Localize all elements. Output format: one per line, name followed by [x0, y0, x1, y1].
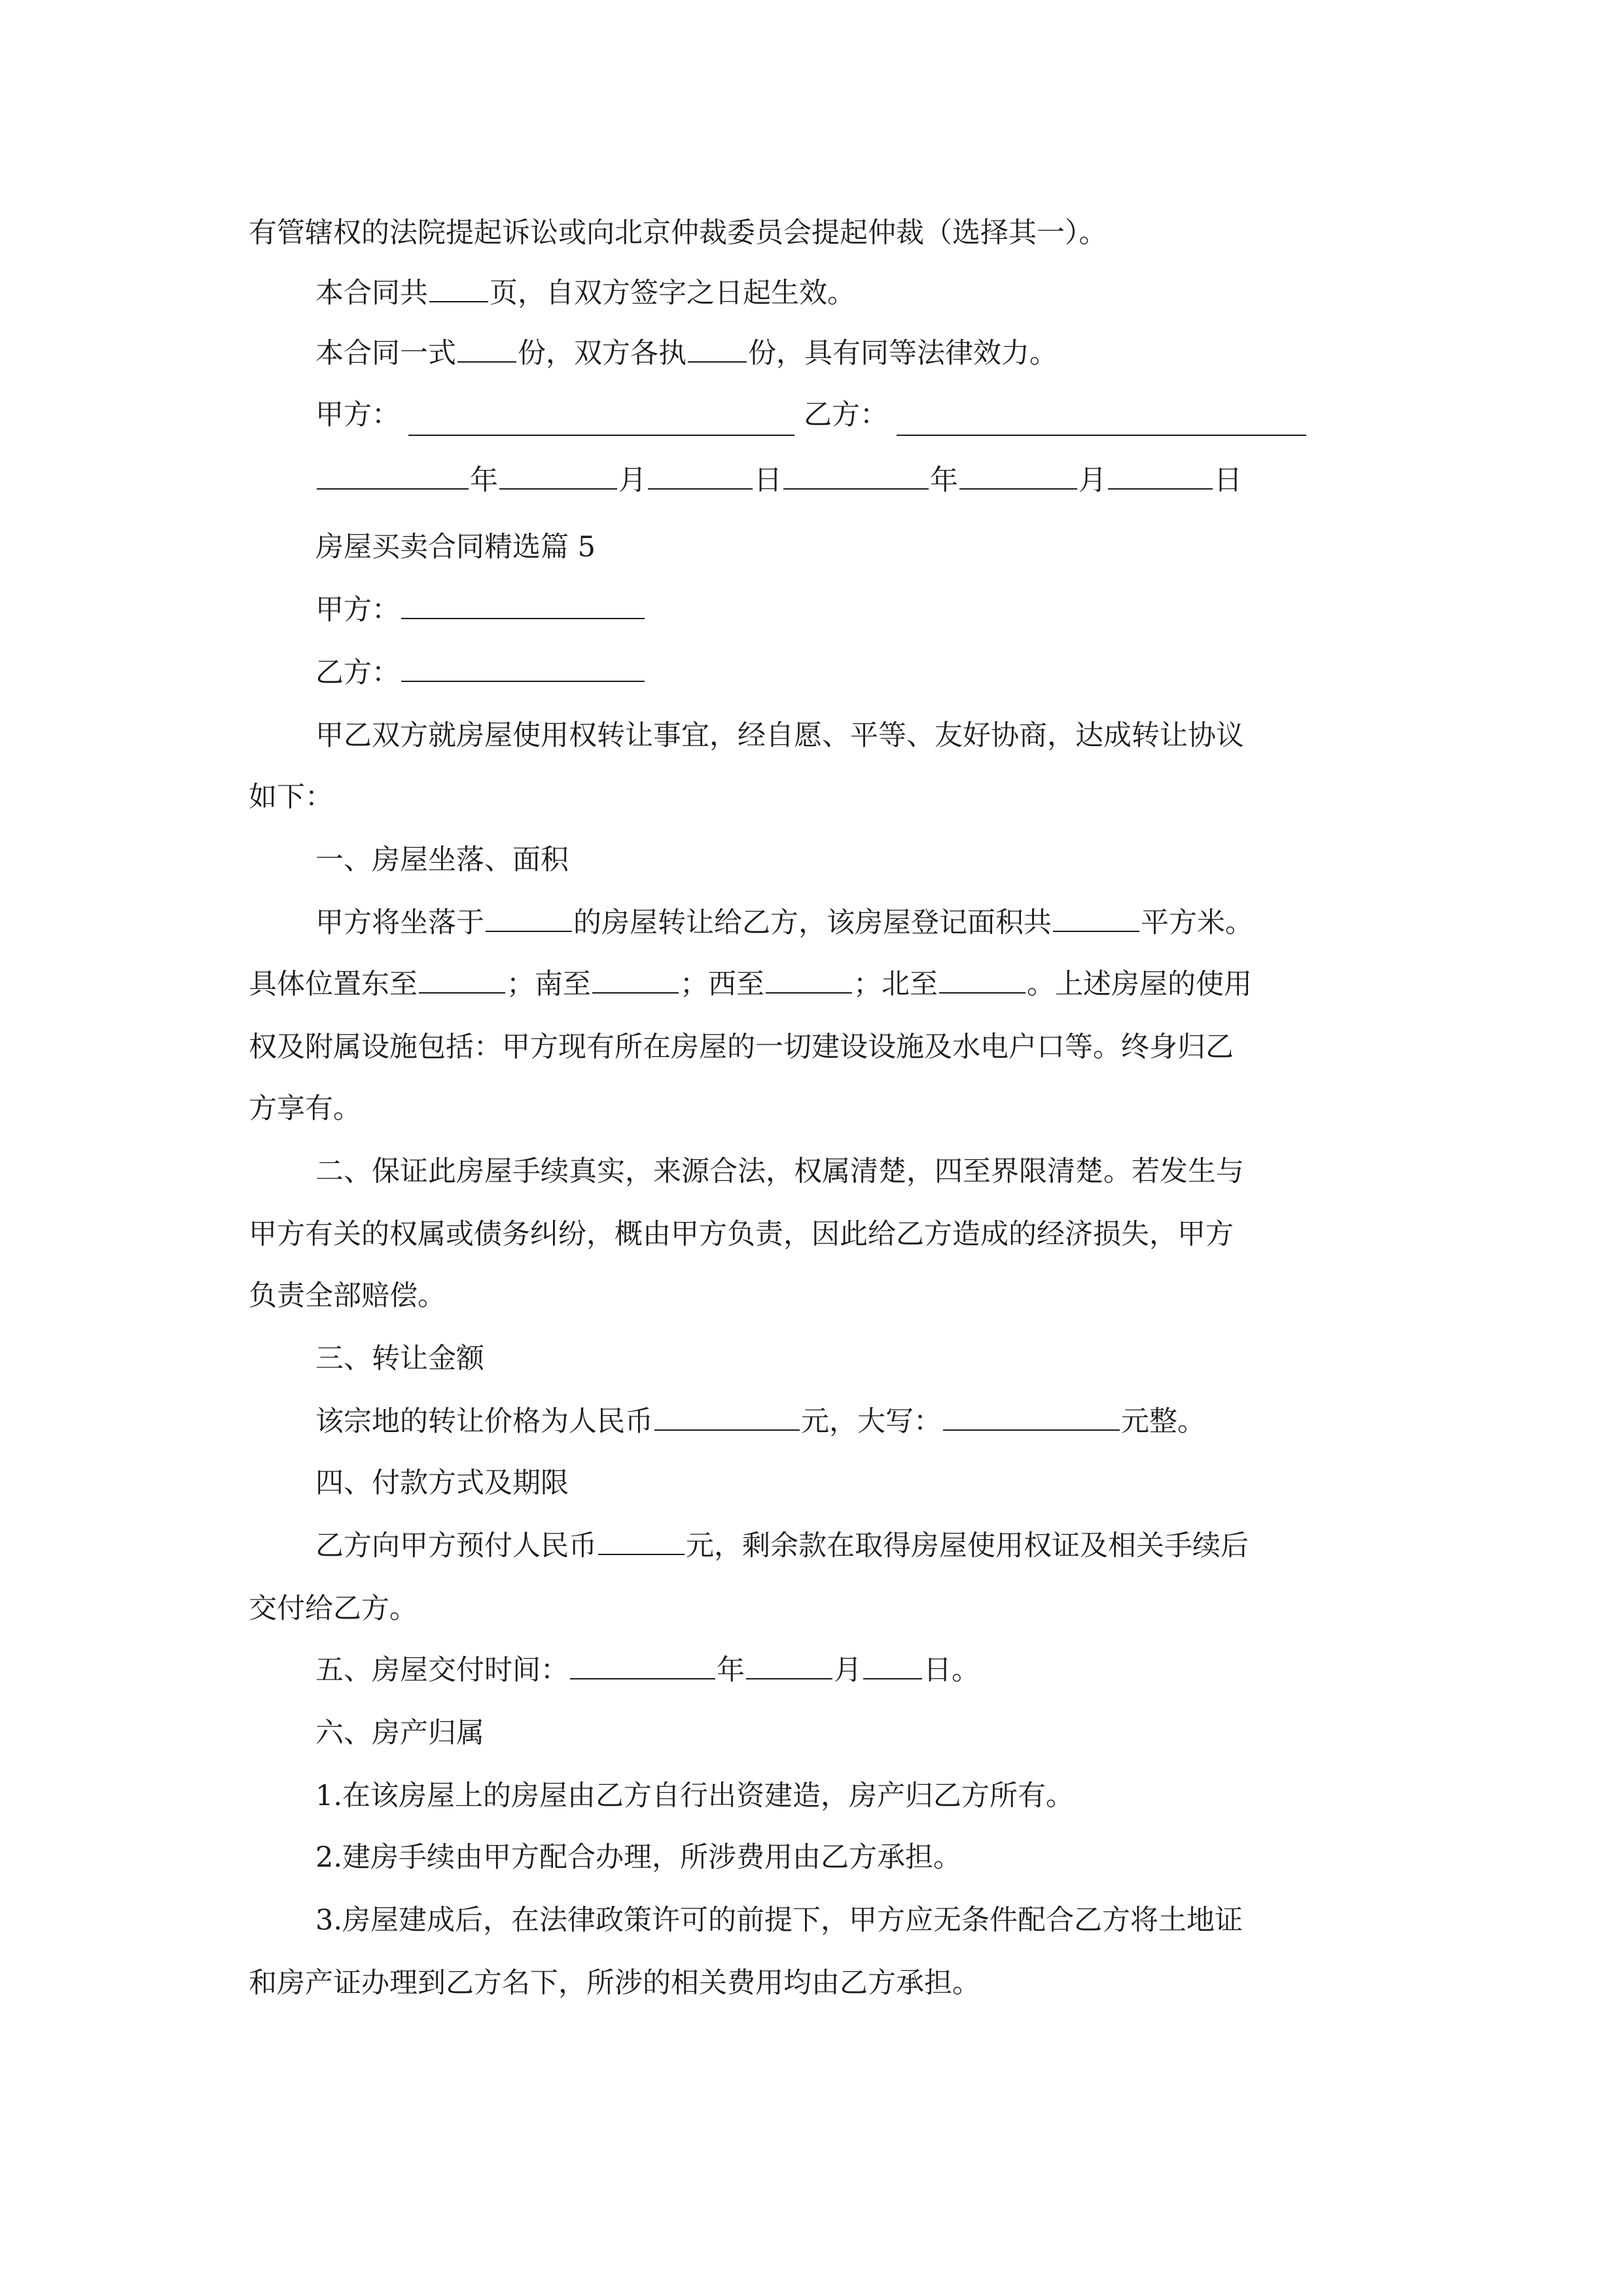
paragraph-line: 负责全部赔偿。	[249, 1280, 446, 1312]
paragraph-line: 本合同共 页，自双方签字之日起生效。	[315, 274, 1480, 313]
party-a-blank[interactable]	[401, 590, 645, 619]
heading-4: 四、付款方式及期限	[315, 1467, 569, 1499]
party-b-signature-line[interactable]	[897, 435, 1306, 436]
year-blank[interactable]	[317, 461, 469, 490]
paragraph-line: 甲方有关的权属或债务纠纷，概由甲方负责，因此给乙方造成的经济损失，甲方	[249, 1218, 1234, 1251]
party-a-signature-line[interactable]	[408, 435, 794, 436]
month-blank[interactable]	[746, 1651, 832, 1679]
location-blank[interactable]	[486, 903, 572, 932]
paragraph-line: 甲方将坐落于 的房屋转让给乙方，该房屋登记面积共 平方米。	[315, 903, 1480, 942]
party-a-label: 甲方：	[315, 399, 400, 431]
month-blank[interactable]	[499, 461, 617, 490]
paragraph-line: 如下：	[249, 781, 333, 814]
fill-blank[interactable]	[457, 334, 516, 363]
year-blank[interactable]	[570, 1651, 715, 1679]
paragraph-line: 和房产证办理到乙方名下，所涉的相关费用均由乙方承担。	[249, 1967, 980, 2000]
day-blank[interactable]	[1108, 461, 1213, 490]
paragraph-line: 甲乙双方就房屋使用权转让事宜，经自愿、平等、友好协商，达成转让协议	[315, 719, 1244, 752]
area-blank[interactable]	[1053, 903, 1139, 932]
paragraph-line: 五、房屋交付时间： 年 月 日。	[315, 1651, 1480, 1690]
prepay-blank[interactable]	[598, 1526, 685, 1555]
party-a-field: 甲方：	[315, 590, 1480, 630]
party-b-label: 乙方：	[804, 399, 888, 431]
paragraph-line: 方享有。	[249, 1092, 361, 1125]
paragraph-line: 2.建房手续由甲方配合办理，所涉费用由乙方承担。	[315, 1841, 962, 1874]
paragraph-line: 本合同一式 份，双方各执 份，具有同等法律效力。	[315, 334, 1480, 373]
north-blank[interactable]	[939, 965, 1026, 994]
price-words-blank[interactable]	[943, 1402, 1120, 1431]
fill-blank[interactable]	[429, 274, 488, 302]
day-blank[interactable]	[648, 461, 753, 490]
paragraph-line: 该宗地的转让价格为人民币 元，大写： 元整。	[315, 1402, 1480, 1441]
paragraph-line: 1.在该房屋上的房屋由乙方自行出资建造，房产归乙方所有。	[315, 1780, 1075, 1812]
year-blank[interactable]	[783, 461, 929, 490]
day-blank[interactable]	[863, 1651, 922, 1679]
price-blank[interactable]	[654, 1402, 800, 1431]
paragraph-line: 3.房屋建成后，在法律政策许可的前提下，甲方应无条件配合乙方将土地证	[315, 1904, 1243, 1937]
month-blank[interactable]	[959, 461, 1077, 490]
paragraph-line: 交付给乙方。	[249, 1592, 418, 1625]
paragraph-line: 乙方向甲方预付人民币 元，剩余款在取得房屋使用权证及相关手续后	[315, 1526, 1480, 1566]
paragraph-line: 具体位置东至 ；南至 ；西至 ；北至 。上述房屋的使用	[249, 965, 1414, 1004]
party-b-field: 乙方：	[315, 653, 1480, 692]
heading-6: 六、房产归属	[315, 1717, 484, 1749]
paragraph-line: 二、保证此房屋手续真实，来源合法，权属清楚，四至界限清楚。若发生与	[315, 1155, 1244, 1188]
south-blank[interactable]	[592, 965, 679, 994]
section-title: 房屋买卖合同精选篇 5	[315, 531, 596, 564]
party-b-blank[interactable]	[401, 653, 645, 682]
party-b-label-wrap	[804, 395, 935, 435]
east-blank[interactable]	[419, 965, 505, 994]
paragraph-line: 权及附属设施包括：甲方现有所在房屋的一切建设设施及水电户口等。终身归乙	[249, 1031, 1234, 1064]
paragraph-line: 有管辖权的法院提起诉讼或向北京仲裁委员会提起仲裁（选择其一）。	[249, 217, 1107, 249]
heading-3: 三、转让金额	[315, 1342, 484, 1375]
fill-blank[interactable]	[688, 334, 747, 363]
date-row: 年 月 日 年 月 日	[315, 461, 1480, 500]
heading-1: 一、房屋坐落、面积	[315, 844, 569, 876]
west-blank[interactable]	[766, 965, 852, 994]
